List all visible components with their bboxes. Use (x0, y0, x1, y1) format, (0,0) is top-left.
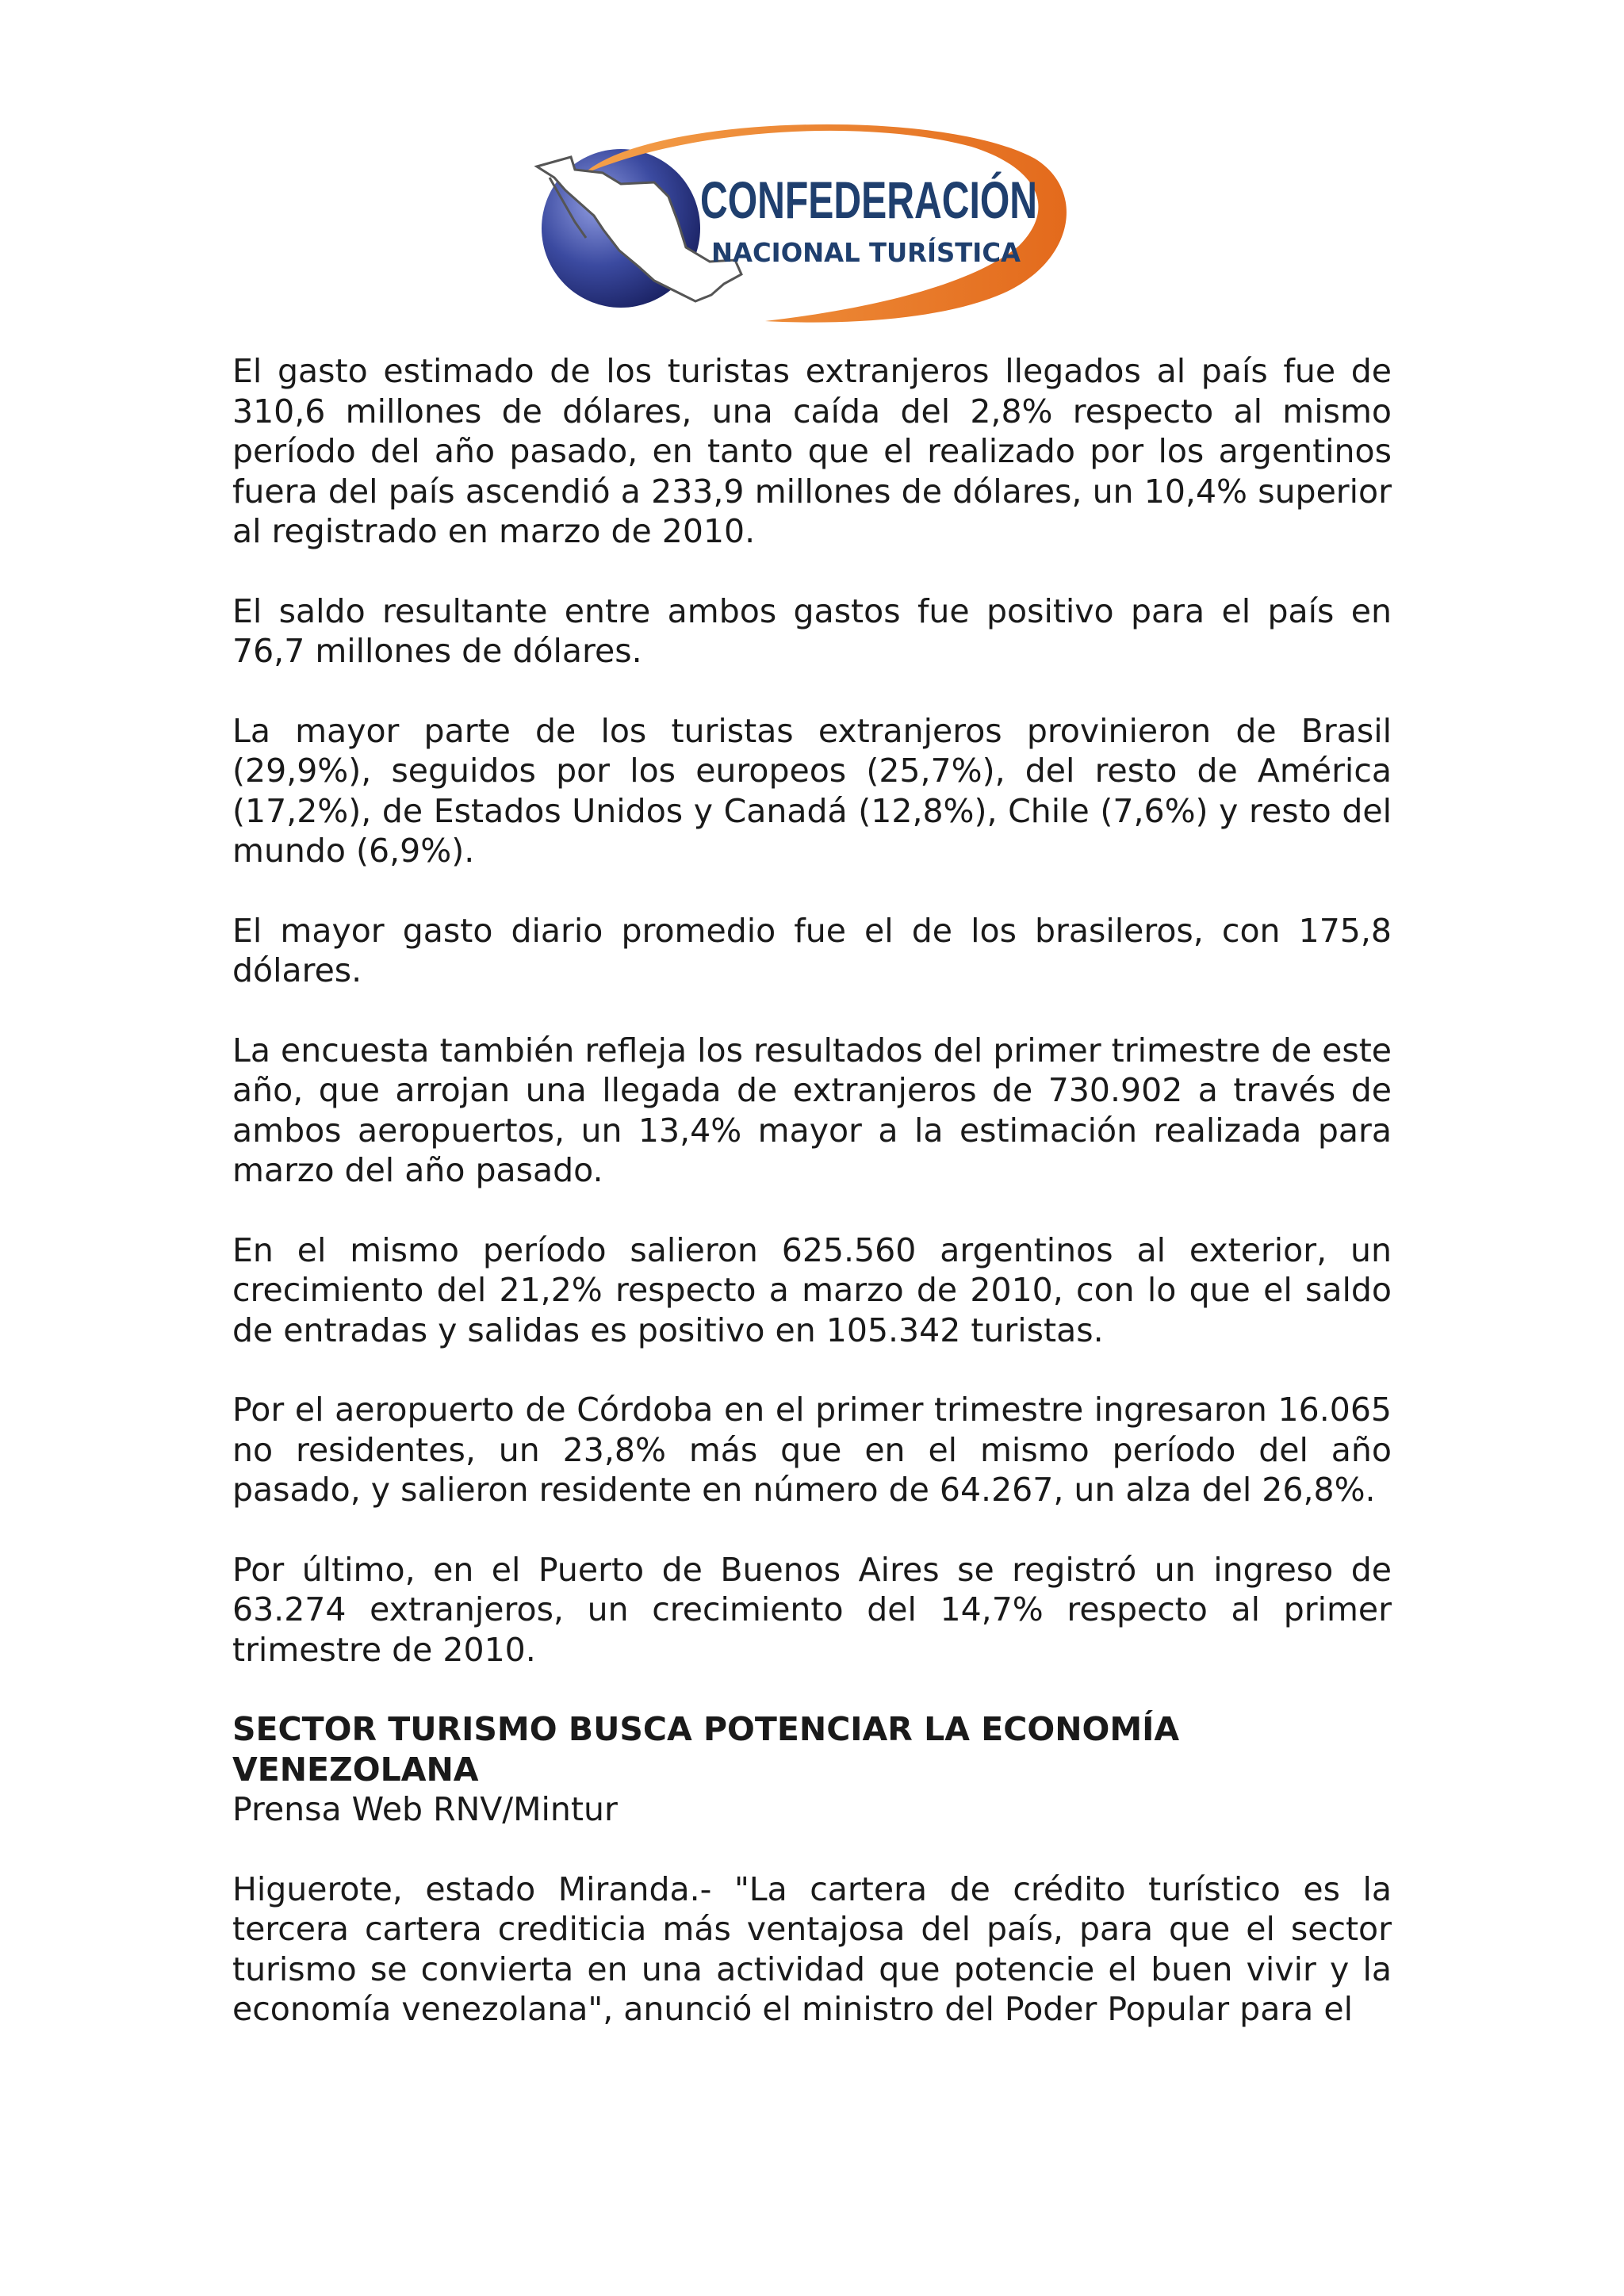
confederacion-logo (527, 111, 1082, 349)
paragraph-2: El saldo resultante entre ambos gastos fue positivo para el país en 76,7 millones de dólares. (232, 591, 1392, 670)
article-headline: SECTOR TURISMO BUSCA POTENCIAR LA ECONOMÍA VENEZOLANA (232, 1710, 1180, 1789)
logo-subtitle: NACIONAL TURÍSTICA (711, 237, 1028, 268)
article-lead-paragraph: Higuerote, estado Miranda.- "La cartera de crédito turístico es la tercera cartera crediticia más ventajosa del país, para que el sector turismo se convierta en una actividad que potencie el buen vivir y la economía venezolana", anunció el ministro del Poder Popular para el (232, 1869, 1392, 2028)
article-byline: Prensa Web RNV/Mintur (232, 1790, 618, 1828)
logo-title: CONFEDERACIÓN (700, 170, 1037, 229)
paragraph-1: El gasto estimado de los turistas extranjeros llegados al país fue de 310,6 millones de dólares, una caída del 2,8% respecto al mismo período del año pasado, en tanto que el realizado por los argentinos fuera del país ascendió a 233,9 millones de dólares, un 10,4% superior al registrado en marzo de 2010. (232, 352, 1392, 550)
paragraph-3: La mayor parte de los turistas extranjeros provinieron de Brasil (29,9%), seguidos por los europeos (25,7%), del resto de América (17,2%), de Estados Unidos y Canadá (12,8%), Chile (7,6%) y resto del mundo (6,9%). (232, 711, 1392, 870)
article-body (232, 351, 1392, 2069)
logo-graphic (527, 111, 1082, 349)
paragraph-5: La encuesta también refleja los resultados del primer trimestre de este año, que arrojan una llegada de extranjeros de 730.902 a través de ambos aeropuertos, un 13,4% mayor a la estimación realizada para marzo del año pasado. (232, 1031, 1392, 1189)
paragraph-4: El mayor gasto diario promedio fue el de los brasileros, con 175,8 dólares. (232, 911, 1392, 989)
paragraph-8: Por último, en el Puerto de Buenos Aires se registró un ingreso de 63.274 extranjeros, un crecimiento del 14,7% respecto al primer trimestre de 2010. (232, 1550, 1392, 1669)
paragraph-6: En el mismo período salieron 625.560 argentinos al exterior, un crecimiento del 21,2% respecto a marzo de 2010, con lo que el saldo de entradas y salidas es positivo en 105.342 turistas. (232, 1230, 1392, 1349)
paragraph-7: Por el aeropuerto de Córdoba en el primer trimestre ingresaron 16.065 no residentes, un 23,8% más que en el mismo período del año pasado, y salieron residente en número de 64.267, un alza del 26,8%. (232, 1391, 1392, 1509)
